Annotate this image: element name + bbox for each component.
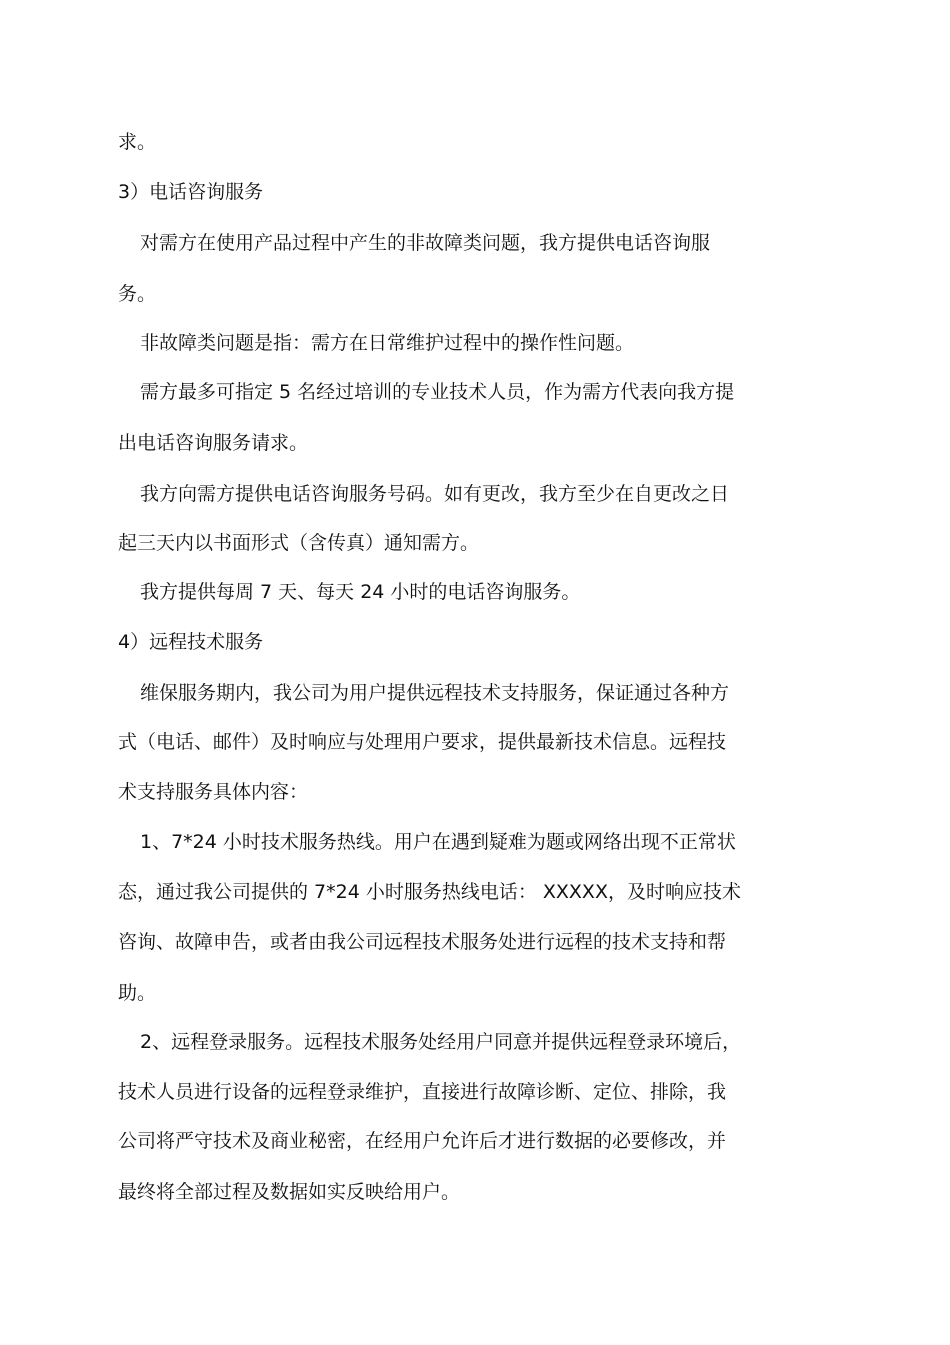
list-item-1: 1、7*24 小时技术服务热线。用户在遇到疑难为题或网络出现不正常状 — [140, 831, 736, 853]
section-heading-4: 4）远程技术服务 — [118, 631, 264, 653]
text-line: 对需方在使用产品过程中产生的非故障类问题，我方提供电话咨询服 — [140, 232, 711, 254]
text-line: 术支持服务具体内容： — [118, 781, 309, 803]
section-heading-3: 3）电话咨询服务 — [118, 181, 264, 203]
list-item-2: 2、远程登录服务。远程技术服务处经用户同意并提供远程登录环境后， — [140, 1031, 742, 1053]
text-line: 需方最多可指定 5 名经过培训的专业技术人员，作为需方代表向我方提 — [140, 381, 735, 403]
text-line: 最终将全部过程及数据如实反映给用户。 — [118, 1181, 461, 1203]
text-line: 助。 — [118, 982, 157, 1004]
text-line: 求。 — [118, 131, 157, 153]
text-line: 咨询、故障申告，或者由我公司远程技术服务处进行远程的技术支持和帮 — [118, 931, 727, 953]
text-line: 起三天内以书面形式（含传真）通知需方。 — [118, 532, 480, 554]
text-line: 我方提供每周 7 天、每天 24 小时的电话咨询服务。 — [140, 581, 581, 603]
text-line: 务。 — [118, 283, 157, 305]
text-line: 出电话咨询服务请求。 — [118, 432, 309, 454]
text-line: 技术人员进行设备的远程登录维护，直接进行故障诊断、定位、排除，我 — [118, 1081, 727, 1103]
text-line: 我方向需方提供电话咨询服务号码。如有更改，我方至少在自更改之日 — [140, 483, 730, 505]
text-line: 态，通过我公司提供的 7*24 小时服务热线电话： XXXXX，及时响应技术 — [118, 881, 741, 903]
text-line: 维保服务期内，我公司为用户提供远程技术支持服务，保证通过各种方 — [140, 682, 730, 704]
text-line: 公司将严守技术及商业秘密，在经用户允许后才进行数据的必要修改，并 — [118, 1130, 727, 1152]
text-line: 式（电话、邮件）及时响应与处理用户要求，提供最新技术信息。远程技 — [118, 731, 727, 753]
text-line: 非故障类问题是指：需方在日常维护过程中的操作性问题。 — [140, 332, 635, 354]
